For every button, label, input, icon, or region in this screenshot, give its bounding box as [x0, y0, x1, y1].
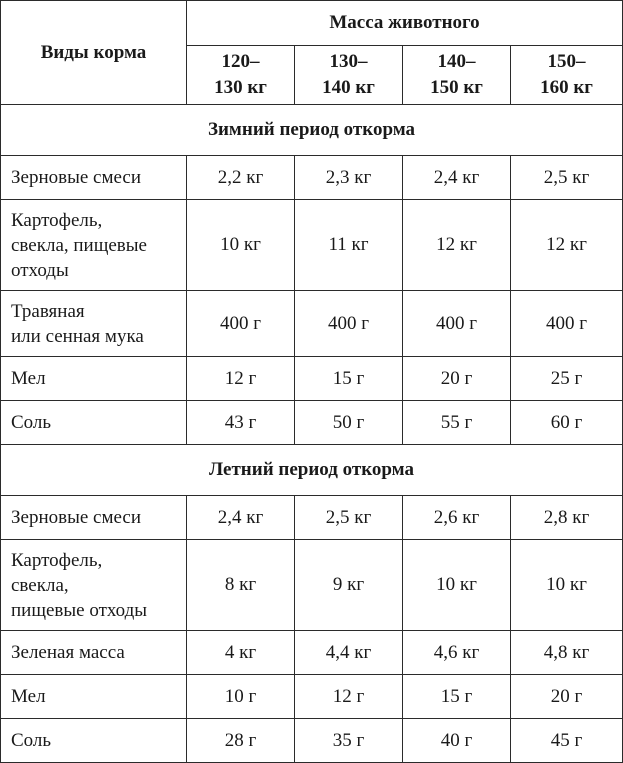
table-cell: 28 г: [187, 719, 295, 763]
table-cell: 2,2 кг: [187, 156, 295, 200]
table-cell: 15 г: [295, 357, 403, 401]
table-cell: 4,8 кг: [511, 631, 623, 675]
table-cell: 2,8 кг: [511, 496, 623, 540]
table-cell: 45 г: [511, 719, 623, 763]
table-row: [1, 540, 623, 631]
header-weight-class: 120– 130 кг: [187, 46, 295, 105]
table-cell: 9 кг: [295, 540, 403, 631]
feed-name: Травяная или сенная мука: [1, 291, 187, 357]
header-feed-types: Виды корма: [1, 1, 187, 105]
table-cell: 2,5 кг: [511, 156, 623, 200]
table-row: [1, 401, 623, 445]
table-cell: 8 кг: [187, 540, 295, 631]
table-cell: 25 г: [511, 357, 623, 401]
table-cell: 60 г: [511, 401, 623, 445]
table-cell: 55 г: [403, 401, 511, 445]
table-cell: 12 г: [187, 357, 295, 401]
feed-name: Мел: [1, 357, 187, 401]
table-cell: 2,6 кг: [403, 496, 511, 540]
table-row: [1, 719, 623, 763]
table-row: [1, 631, 623, 675]
table-cell: 20 г: [403, 357, 511, 401]
table-cell: 10 г: [187, 675, 295, 719]
table-cell: 12 кг: [403, 200, 511, 291]
table-cell: 4,6 кг: [403, 631, 511, 675]
feed-name: Зеленая масса: [1, 631, 187, 675]
header-weight-class: 130– 140 кг: [295, 46, 403, 105]
table-row: [1, 156, 623, 200]
table-cell: 35 г: [295, 719, 403, 763]
table-cell: 40 г: [403, 719, 511, 763]
feed-name: Соль: [1, 401, 187, 445]
table-row: [1, 496, 623, 540]
table-cell: 4 кг: [187, 631, 295, 675]
table-cell: 15 г: [403, 675, 511, 719]
table-cell: 11 кг: [295, 200, 403, 291]
table-cell: 400 г: [403, 291, 511, 357]
table-cell: 20 г: [511, 675, 623, 719]
table-cell: 12 г: [295, 675, 403, 719]
table-cell: 2,5 кг: [295, 496, 403, 540]
table-cell: 50 г: [295, 401, 403, 445]
table-cell: 400 г: [295, 291, 403, 357]
section-title-winter: Зимний период откорма: [1, 105, 623, 156]
table-row: [1, 675, 623, 719]
table-row: [1, 357, 623, 401]
table-cell: 10 кг: [403, 540, 511, 631]
table-cell: 400 г: [187, 291, 295, 357]
table-cell: 2,4 кг: [187, 496, 295, 540]
table-cell: 4,4 кг: [295, 631, 403, 675]
feed-name: Соль: [1, 719, 187, 763]
feed-name: Зерновые смеси: [1, 496, 187, 540]
feed-name: Зерновые смеси: [1, 156, 187, 200]
table-cell: 10 кг: [187, 200, 295, 291]
table-cell: 43 г: [187, 401, 295, 445]
header-weight-class: 150– 160 кг: [511, 46, 623, 105]
table-cell: 400 г: [511, 291, 623, 357]
table-cell: 2,4 кг: [403, 156, 511, 200]
feed-name: Картофель, свекла, пищевые отходы: [1, 540, 187, 631]
section-title-summer: Летний период откорма: [1, 445, 623, 496]
table-cell: 2,3 кг: [295, 156, 403, 200]
header-weight-class: 140– 150 кг: [403, 46, 511, 105]
table-row: [1, 200, 623, 291]
feed-name: Мел: [1, 675, 187, 719]
header-animal-mass: Масса животного: [187, 1, 623, 46]
table-row: [1, 291, 623, 357]
table-cell: 10 кг: [511, 540, 623, 631]
table-cell: 12 кг: [511, 200, 623, 291]
feed-name: Картофель, свекла, пищевые отходы: [1, 200, 187, 291]
